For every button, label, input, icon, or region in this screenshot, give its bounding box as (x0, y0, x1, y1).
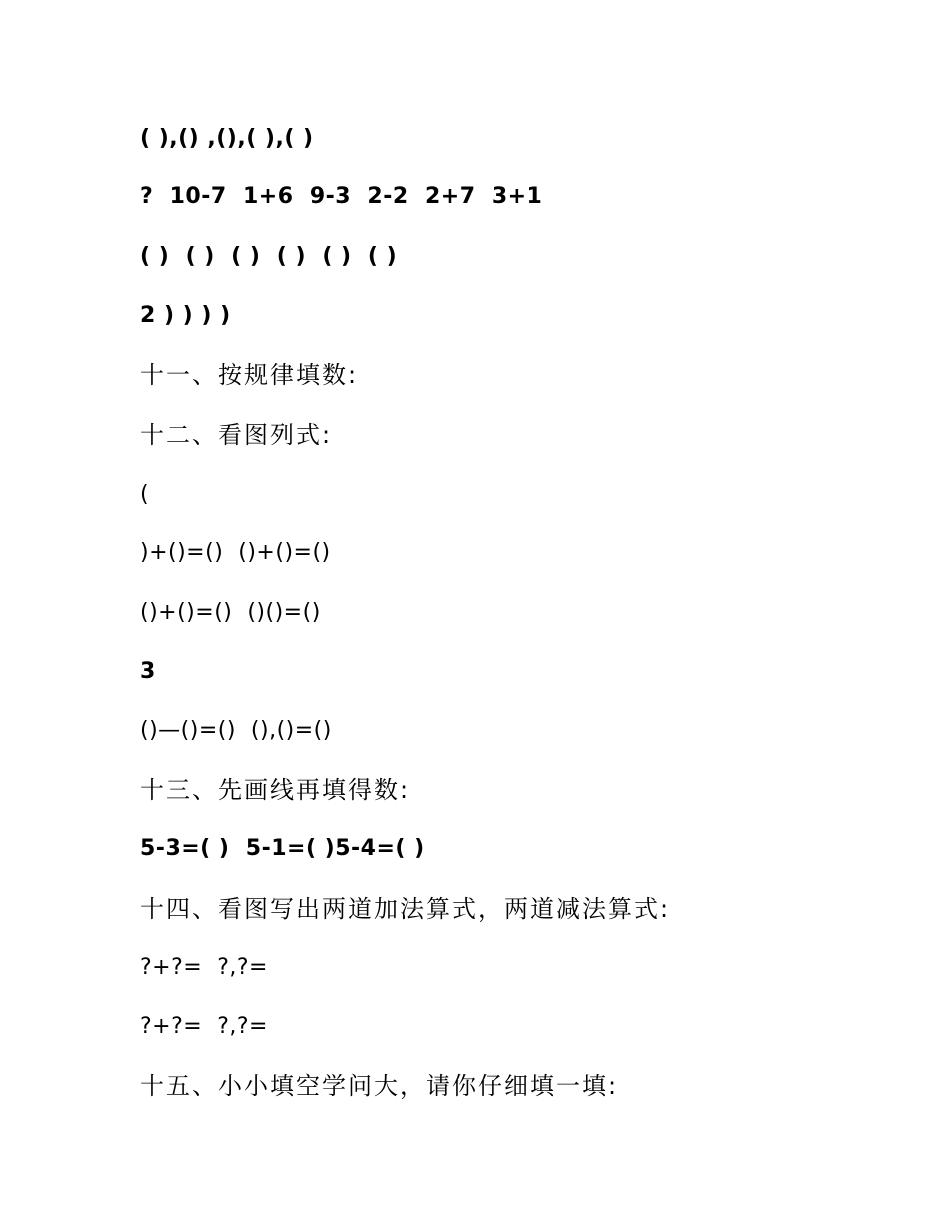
section-15-heading: 十五、小小填空学问大，请你仔细填一填: (140, 1072, 619, 1100)
section-14-heading: 十四、看图写出两道加法算式，两道减法算式: (140, 895, 671, 923)
blank-parentheses-line: ( ),() ,(),( ),( ) (140, 126, 314, 151)
open-paren-line: ( (140, 482, 150, 507)
answer-blanks-line: ( ) ( ) ( ) ( ) ( ) ( ) (140, 244, 398, 269)
addition-equations-line-1: )+()=() ()+()=() (140, 540, 331, 565)
section-13-heading: 十三、先画线再填得数: (140, 776, 411, 804)
addition-equations-line-2: ()+()=() ()()=() (140, 600, 321, 625)
equation-template-line-1: ?+?= ?,?= (140, 955, 268, 980)
fragment-line: 2 ) ) ) ) (140, 303, 231, 328)
number-three-line: 3 (140, 659, 156, 684)
equation-template-line-2: ?+?= ?,?= (140, 1014, 268, 1039)
arithmetic-expressions-line: ? 10-7 1+6 9-3 2-2 2+7 3+1 (140, 184, 543, 209)
subtraction-equations-line: ()—()=() (),()=() (140, 718, 332, 743)
section-12-heading: 十二、看图列式: (140, 421, 333, 449)
subtraction-blanks-line: 5-3=( ) 5-1=( )5-4=( ) (140, 836, 425, 861)
section-11-heading: 十一、按规律填数: (140, 361, 359, 389)
